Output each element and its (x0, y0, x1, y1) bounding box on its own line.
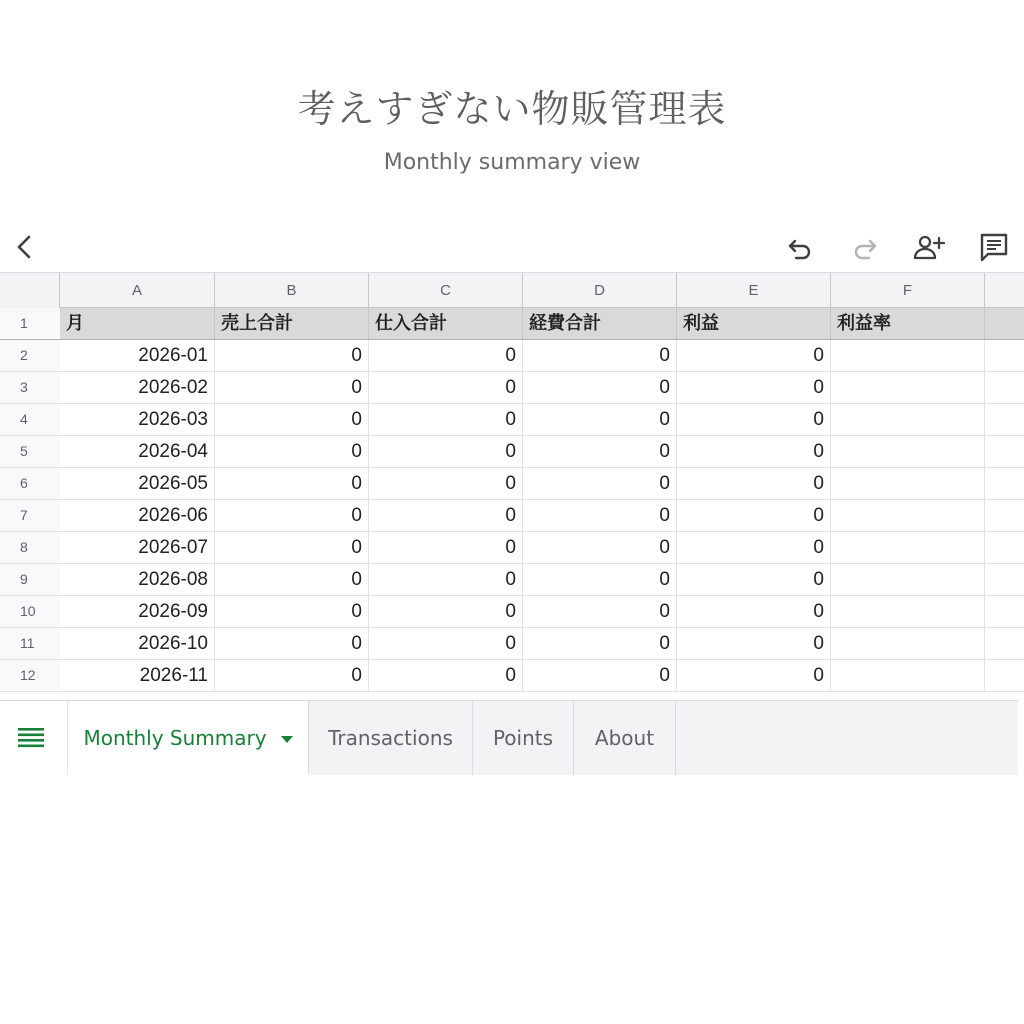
table-cell[interactable]: 0 (677, 404, 831, 435)
table-cell[interactable] (985, 340, 1024, 371)
table-cell[interactable] (831, 404, 985, 435)
table-cell[interactable] (985, 500, 1024, 531)
tab-points[interactable] (473, 701, 574, 775)
table-cell[interactable]: 2026-04 (60, 436, 215, 467)
table-cell[interactable]: 2026-01 (60, 340, 215, 371)
header-cell-profit[interactable]: 利益 (677, 308, 831, 339)
table-row (0, 340, 1024, 372)
table-cell[interactable]: 0 (369, 468, 523, 499)
table-cell[interactable]: 0 (523, 532, 677, 563)
table-cell[interactable]: 2026-07 (60, 532, 215, 563)
table-row (0, 660, 1024, 692)
hamburger-menu-icon (18, 727, 44, 749)
table-row (0, 436, 1024, 468)
table-row (0, 500, 1024, 532)
row-number[interactable]: 12 (0, 660, 60, 691)
column-header-c[interactable]: C (369, 273, 523, 308)
row-number[interactable]: 2 (0, 340, 60, 371)
row-number[interactable]: 1 (0, 308, 60, 339)
header-cell-profit-rate[interactable]: 利益率 (831, 308, 985, 339)
table-cell[interactable]: 0 (677, 628, 831, 659)
table-cell[interactable]: 0 (523, 596, 677, 627)
table-cell[interactable]: 0 (215, 564, 369, 595)
table-cell[interactable] (831, 660, 985, 691)
table-cell[interactable]: 0 (677, 340, 831, 371)
table-row (0, 372, 1024, 404)
row-number[interactable]: 4 (0, 404, 60, 435)
row-number[interactable]: 7 (0, 500, 60, 531)
table-cell[interactable]: 0 (677, 596, 831, 627)
table-cell[interactable]: 0 (677, 468, 831, 499)
table-cell[interactable]: 0 (215, 596, 369, 627)
table-cell[interactable]: 2026-10 (60, 628, 215, 659)
table-cell[interactable]: 2026-06 (60, 500, 215, 531)
table-cell[interactable]: 2026-11 (60, 660, 215, 691)
table-cell[interactable]: 0 (677, 436, 831, 467)
spreadsheet-grid[interactable] (0, 272, 1024, 700)
table-cell[interactable] (831, 596, 985, 627)
page-title: 考えすぎない物販管理表 (297, 87, 727, 131)
table-cell[interactable]: 0 (523, 500, 677, 531)
table-cell[interactable]: 0 (369, 340, 523, 371)
table-cell[interactable] (985, 436, 1024, 467)
select-all-corner[interactable] (0, 273, 60, 308)
tab-about[interactable] (574, 701, 676, 775)
table-cell[interactable] (985, 660, 1024, 691)
table-cell[interactable] (985, 628, 1024, 659)
header-cell-empty[interactable] (985, 308, 1024, 339)
tab-label: Monthly Summary (83, 726, 267, 750)
row-number[interactable]: 11 (0, 628, 60, 659)
column-header-d[interactable]: D (523, 273, 677, 308)
table-cell[interactable]: 0 (369, 660, 523, 691)
table-cell[interactable]: 0 (523, 340, 677, 371)
table-cell[interactable] (831, 340, 985, 371)
table-cell[interactable]: 0 (369, 596, 523, 627)
table-row (0, 468, 1024, 500)
table-cell[interactable]: 2026-09 (60, 596, 215, 627)
column-header-a[interactable]: A (60, 273, 215, 308)
tab-label: Transactions (328, 726, 453, 750)
page-subtitle: Monthly summary view (383, 150, 641, 175)
row-number[interactable]: 8 (0, 532, 60, 563)
row-number[interactable]: 9 (0, 564, 60, 595)
tab-label: Points (492, 726, 554, 750)
table-cell[interactable]: 0 (523, 372, 677, 403)
table-cell[interactable]: 0 (677, 532, 831, 563)
table-cell[interactable] (985, 372, 1024, 403)
table-cell[interactable]: 0 (215, 660, 369, 691)
table-cell[interactable] (985, 532, 1024, 563)
column-header-b[interactable]: B (215, 273, 369, 308)
table-cell[interactable]: 0 (369, 532, 523, 563)
chevron-down-icon[interactable] (281, 736, 293, 743)
header-cell-expense-total[interactable]: 経費合計 (523, 308, 677, 339)
table-cell[interactable] (831, 628, 985, 659)
table-cell[interactable]: 0 (215, 468, 369, 499)
table-cell[interactable]: 2026-05 (60, 468, 215, 499)
table-row (0, 532, 1024, 564)
table-cell[interactable]: 0 (523, 628, 677, 659)
header-cell-sales-total[interactable]: 売上合計 (215, 308, 369, 339)
table-header-row (0, 308, 1024, 340)
table-cell[interactable] (985, 404, 1024, 435)
table-cell[interactable]: 0 (677, 372, 831, 403)
row-number[interactable]: 6 (0, 468, 60, 499)
table-cell[interactable]: 0 (369, 500, 523, 531)
table-cell[interactable]: 0 (677, 564, 831, 595)
tab-label: About (594, 726, 655, 750)
table-cell[interactable] (985, 468, 1024, 499)
table-cell[interactable]: 0 (369, 372, 523, 403)
add-person-icon[interactable] (912, 230, 946, 264)
table-cell[interactable]: 0 (215, 436, 369, 467)
table-cell[interactable]: 0 (369, 436, 523, 467)
table-cell[interactable]: 0 (523, 404, 677, 435)
table-cell[interactable]: 0 (677, 500, 831, 531)
table-row (0, 628, 1024, 660)
table-cell[interactable] (985, 564, 1024, 595)
table-cell[interactable]: 0 (523, 564, 677, 595)
row-number[interactable]: 5 (0, 436, 60, 467)
table-cell[interactable]: 0 (677, 660, 831, 691)
table-cell[interactable]: 0 (215, 340, 369, 371)
toolbar (0, 222, 1024, 272)
table-cell[interactable]: 2026-08 (60, 564, 215, 595)
table-cell[interactable] (831, 500, 985, 531)
comment-icon[interactable] (977, 230, 1011, 264)
table-cell[interactable] (831, 532, 985, 563)
header-cell-month[interactable]: 月 (60, 308, 215, 339)
row-number[interactable]: 3 (0, 372, 60, 403)
table-cell[interactable]: 0 (215, 532, 369, 563)
header-cell-purchase-total[interactable]: 仕入合計 (369, 308, 523, 339)
column-header-row (0, 272, 1024, 308)
table-cell[interactable]: 0 (215, 500, 369, 531)
undo-icon[interactable] (783, 230, 817, 264)
table-cell[interactable]: 0 (369, 564, 523, 595)
table-cell[interactable] (985, 596, 1024, 627)
table-cell[interactable]: 2026-02 (60, 372, 215, 403)
table-cell[interactable]: 0 (369, 404, 523, 435)
sheet-tab-bar (0, 700, 1018, 775)
table-row (0, 596, 1024, 628)
table-cell[interactable] (831, 468, 985, 499)
table-cell[interactable] (831, 372, 985, 403)
table-cell[interactable]: 0 (523, 660, 677, 691)
table-cell[interactable]: 0 (215, 372, 369, 403)
column-header-f[interactable]: F (831, 273, 985, 308)
table-cell[interactable]: 0 (523, 468, 677, 499)
chevron-left-icon[interactable] (8, 230, 42, 264)
tab-monthly-summary[interactable] (68, 701, 309, 775)
table-cell[interactable]: 0 (369, 628, 523, 659)
table-cell[interactable]: 0 (215, 404, 369, 435)
table-cell[interactable]: 0 (215, 628, 369, 659)
redo-icon[interactable] (848, 230, 882, 264)
tab-transactions[interactable] (309, 701, 473, 775)
all-sheets-button[interactable] (0, 701, 68, 775)
row-number[interactable]: 10 (0, 596, 60, 627)
table-cell[interactable] (831, 564, 985, 595)
table-cell[interactable]: 2026-03 (60, 404, 215, 435)
table-row (0, 564, 1024, 596)
column-header-g[interactable] (985, 273, 1024, 308)
column-header-e[interactable]: E (677, 273, 831, 308)
table-cell[interactable]: 0 (523, 436, 677, 467)
table-cell[interactable] (831, 436, 985, 467)
table-row (0, 404, 1024, 436)
